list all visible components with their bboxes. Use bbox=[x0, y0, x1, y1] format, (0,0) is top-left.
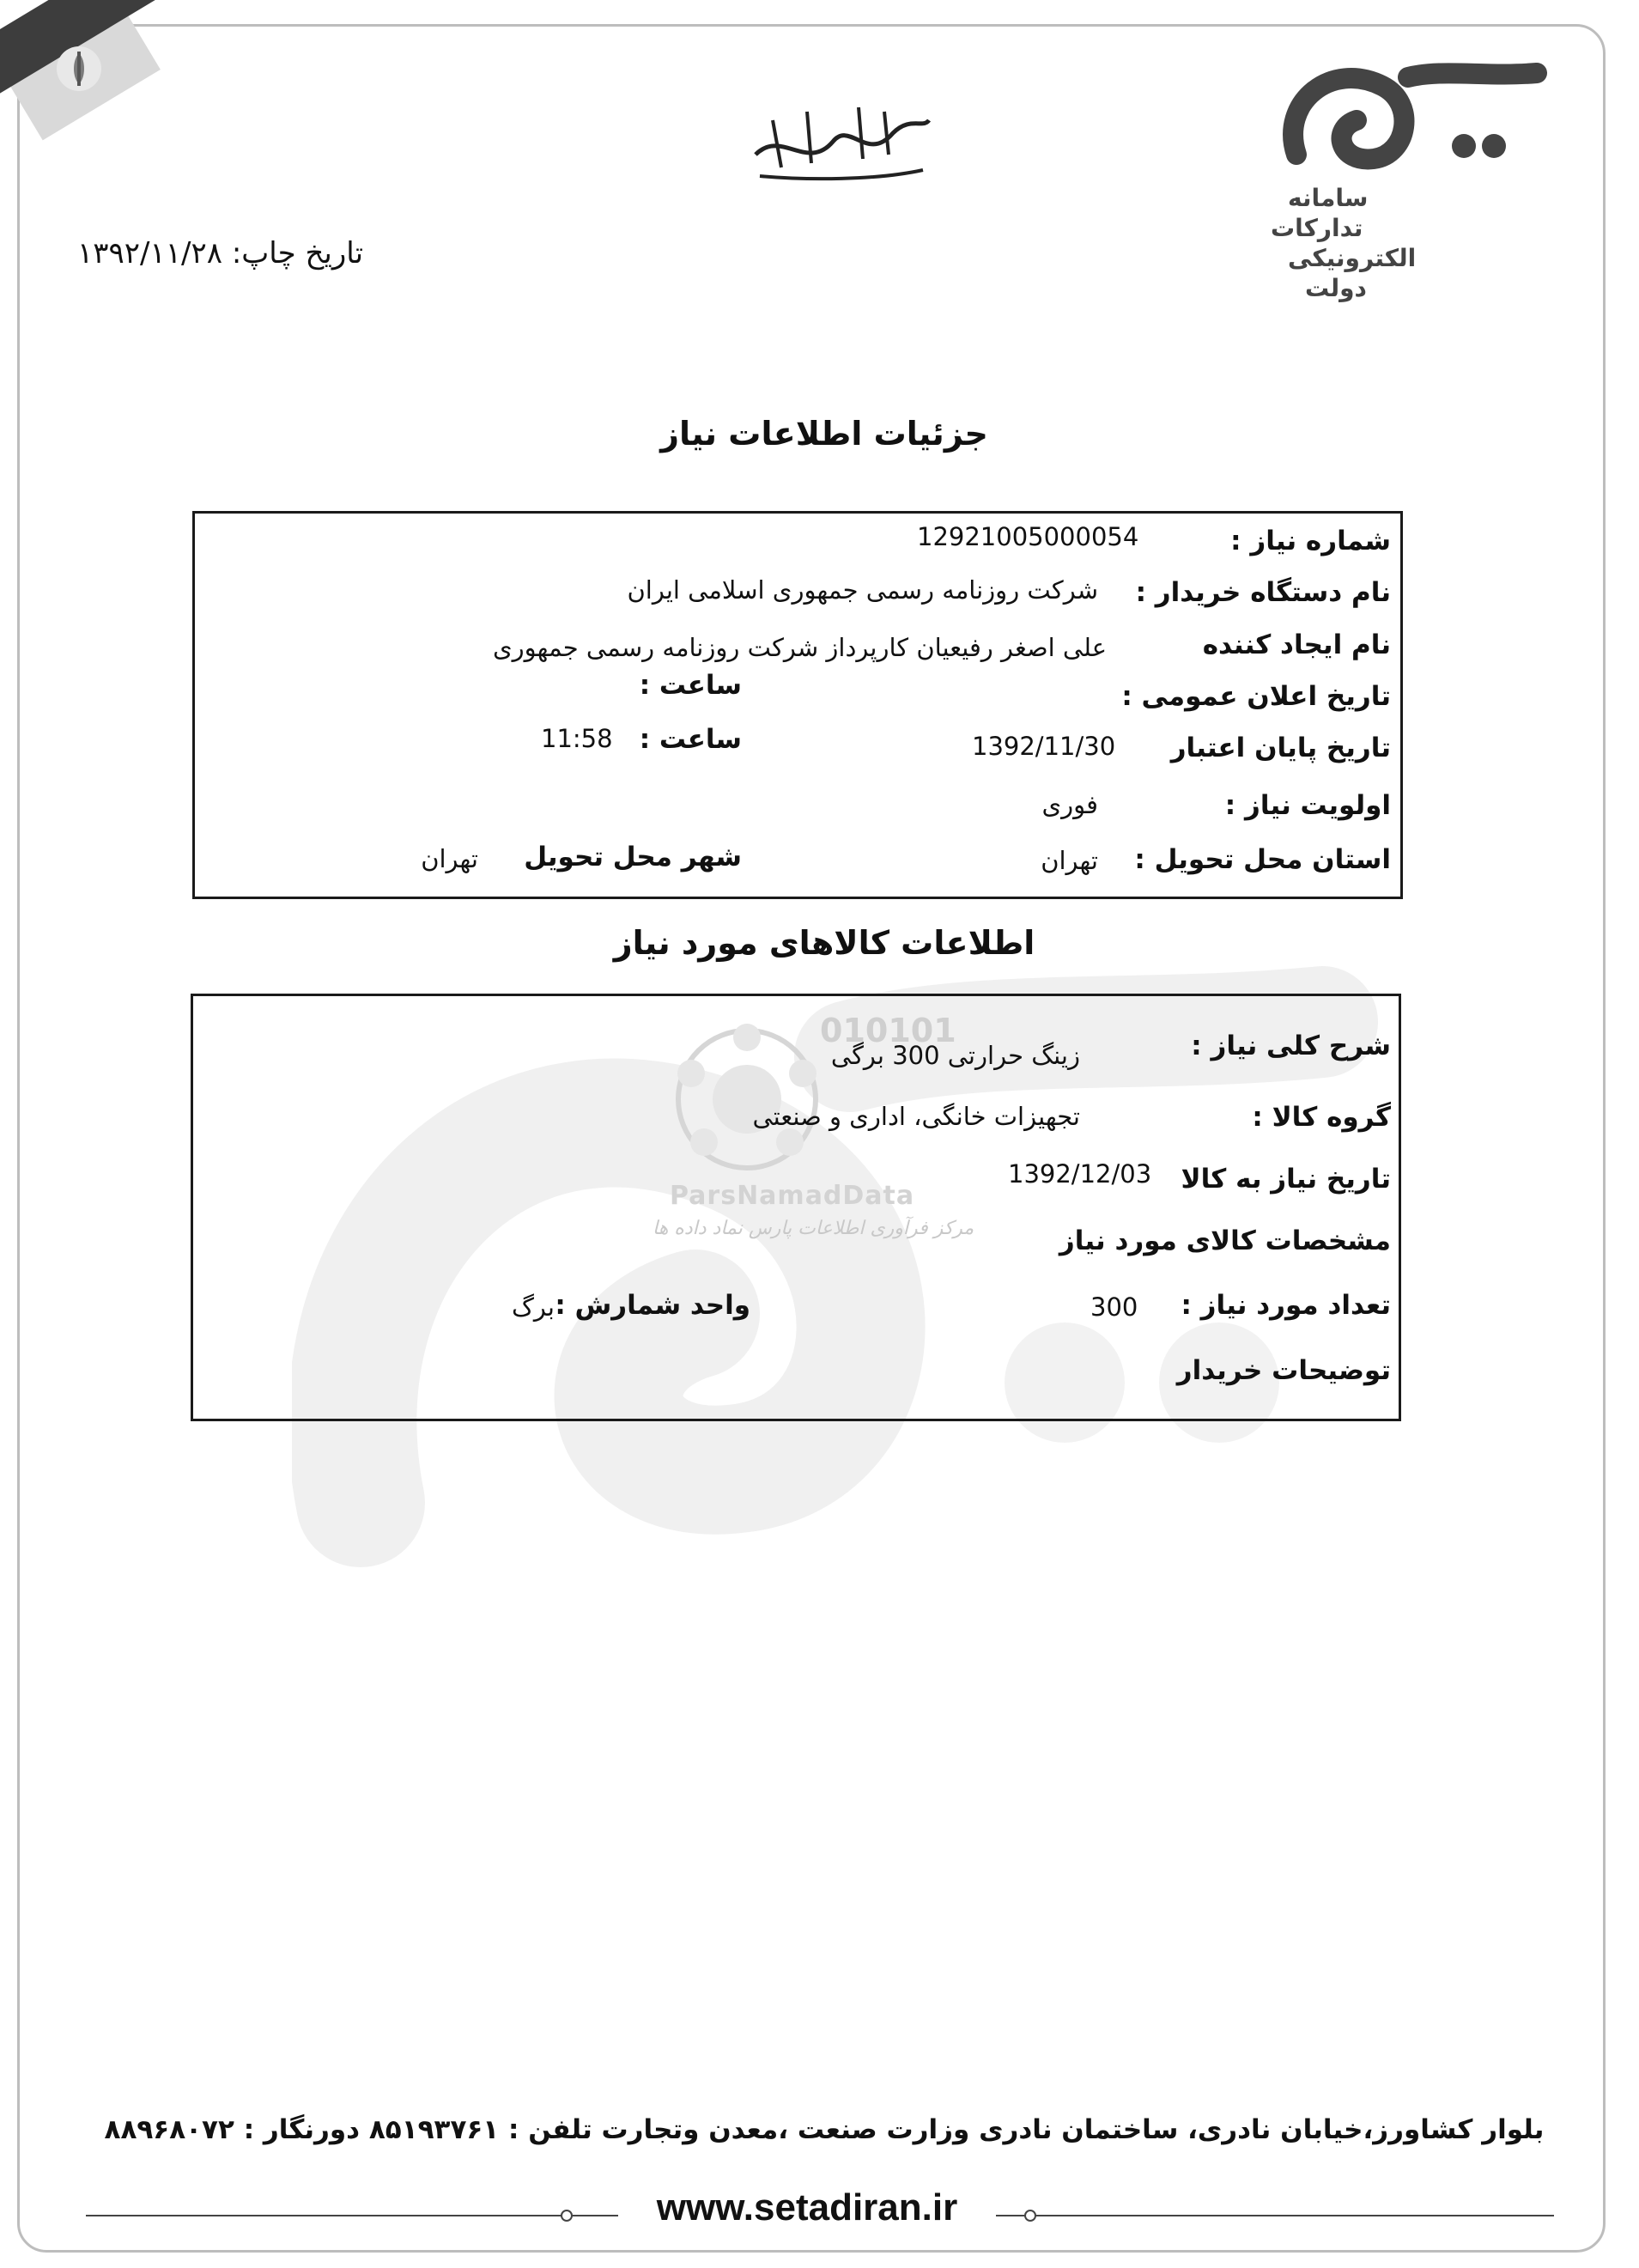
qty-label: تعداد مورد نیاز : bbox=[1181, 1290, 1391, 1321]
bismillah-calligraphy bbox=[747, 94, 936, 189]
priority-label: اولویت نیاز : bbox=[1224, 790, 1391, 821]
province-value: تهران bbox=[1041, 846, 1098, 875]
iran-emblem-icon bbox=[53, 43, 105, 94]
section1-title: جزئیات اطلاعات نیاز bbox=[660, 415, 988, 453]
creator-value: علی اصغر رفیعیان کارپرداز شرکت روزنامه رسمی جمهوری bbox=[492, 633, 1107, 662]
buyer-notes-label: توضیحات خریدار bbox=[1176, 1355, 1391, 1386]
qty-value: 300 bbox=[1090, 1292, 1138, 1322]
need-date-value: 1392/12/03 bbox=[1008, 1159, 1152, 1189]
website-link[interactable]: www.setadiran.ir bbox=[618, 2186, 996, 2229]
province-label: استان محل تحویل : bbox=[1134, 844, 1391, 875]
buyer-label: نام دستگاه خریدار : bbox=[1135, 577, 1391, 608]
group-value: تجهیزات خانگی، اداری و صنعتی bbox=[752, 1102, 1080, 1131]
watermark-tagline: مرکز فرآوری اطلاعات پارس نماد داده ها bbox=[653, 1218, 974, 1239]
watermark-brand: ParsNamadData bbox=[670, 1181, 915, 1211]
creator-label: نام ایجاد کننده bbox=[1202, 629, 1391, 660]
expiry-date-value: 1392/11/30 bbox=[972, 732, 1116, 761]
need-date-label: تاریخ نیاز به کالا bbox=[1181, 1164, 1391, 1195]
priority-value: فوری bbox=[1041, 790, 1098, 819]
print-date-label: تاریخ چاپ: bbox=[231, 236, 364, 271]
logo-line-4: دولت bbox=[1305, 274, 1367, 302]
logo-line-2: تدارکات bbox=[1271, 214, 1363, 242]
need-number-value: 12921005000054 bbox=[917, 522, 1139, 551]
expiry-time-label: ساعت : bbox=[639, 724, 742, 755]
specs-label: مشخصات کالای مورد نیاز bbox=[1059, 1225, 1391, 1256]
buyer-value: شرکت روزنامه رسمی جمهوری اسلامی ایران bbox=[627, 575, 1098, 605]
unit-value: برگ bbox=[511, 1292, 555, 1322]
need-number-label: شماره نیاز : bbox=[1230, 526, 1391, 556]
footer-address: بلوار کشاورز،خیابان نادری، ساختمان نادری وزارت صنعت ،معدن وتجارت تلفن : ۸۵۱۹۳۷۶۱ دورنگار : ۸۸۹۶۸۰۷۲ bbox=[104, 2114, 1545, 2145]
city-label: شهر محل تحویل bbox=[524, 842, 742, 873]
announce-date-label: تاریخ اعلان عمومی : bbox=[1121, 681, 1391, 712]
announce-time-label: ساعت : bbox=[639, 670, 742, 701]
print-date bbox=[77, 236, 363, 271]
city-value: تهران bbox=[421, 844, 478, 873]
expiry-date-label: تاریخ پایان اعتبار bbox=[1170, 733, 1391, 763]
logo-line-1: سامانه bbox=[1288, 184, 1369, 212]
desc-value: زینگ حرارتی 300 برگی bbox=[830, 1041, 1080, 1070]
setad-logo-icon bbox=[1279, 52, 1563, 189]
bismillah-text: بسم الله الرحمن الرحیم bbox=[756, 187, 877, 201]
unit-label: واحد شمارش : bbox=[555, 1290, 750, 1321]
logo-line-3: الکترونیکی bbox=[1288, 244, 1417, 272]
desc-label: شرح کلی نیاز : bbox=[1191, 1031, 1391, 1061]
print-date-value: ۱۳۹۲/۱۱/۲۸ bbox=[77, 236, 223, 271]
expiry-time-value: 11:58 bbox=[541, 724, 613, 753]
section2-title: اطلاعات کالاهای مورد نیاز bbox=[613, 924, 1035, 962]
watermark-digits: 010101 bbox=[820, 1012, 956, 1049]
group-label: گروه کالا : bbox=[1252, 1102, 1391, 1133]
